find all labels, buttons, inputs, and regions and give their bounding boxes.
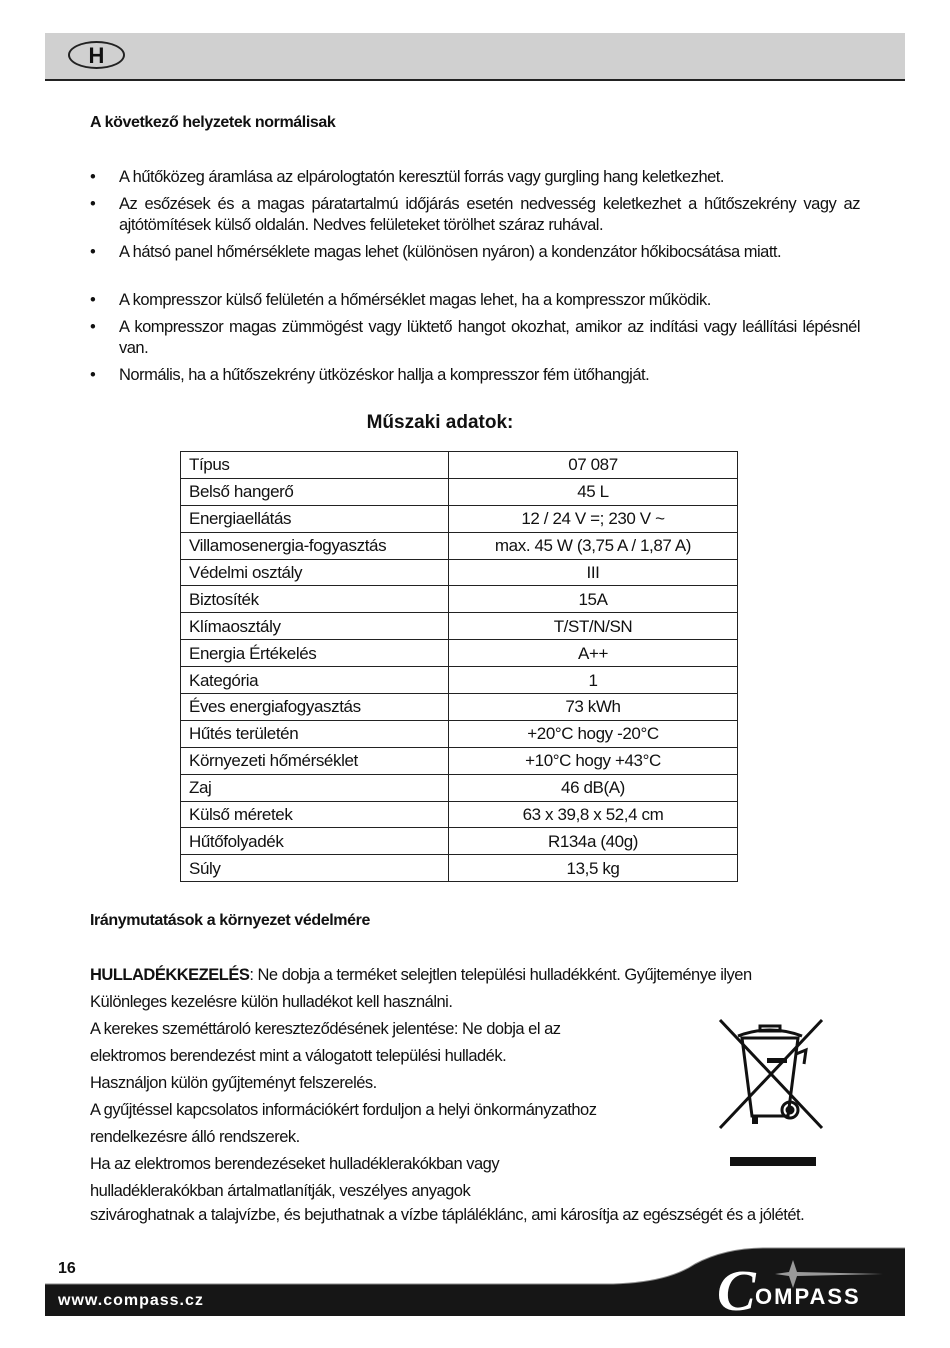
spec-row	[181, 855, 738, 882]
spec-label: Éves energiafogyasztás	[181, 694, 449, 721]
spec-value: 73 kWh	[449, 694, 738, 721]
bullet-icon: •	[90, 195, 96, 213]
disposal-line	[90, 1100, 596, 1120]
spec-value: 15A	[449, 586, 738, 613]
spec-row	[181, 774, 738, 801]
disposal-line-text: szivároghatnak a talajvízbe, és bejuthatnak a vízbe tápláléklánc, ami károsítja az egészségét és a jólétét.	[90, 1206, 805, 1224]
spec-value: 12 / 24 V =; 230 V ~	[449, 505, 738, 532]
spec-label: Villamosenergia-fogyasztás	[181, 532, 449, 559]
spec-label: Energia Értékelés	[181, 640, 449, 667]
bullet-text: A kompresszor külső felületén a hőmérséklet magas lehet, ha a kompresszor működik.	[119, 291, 711, 309]
spec-label: Belső hangerő	[181, 478, 449, 505]
disposal-line	[90, 1127, 300, 1147]
disposal-line-text: A gyűjtéssel kapcsolatos információkért forduljon a helyi önkormányzathoz	[90, 1101, 597, 1119]
spec-label: Hűtés területén	[181, 720, 449, 747]
bullet-item	[90, 194, 860, 236]
disposal-lead: HULLADÉKKEZELÉS	[90, 966, 250, 984]
language-badge: H	[68, 41, 125, 69]
bullet-item	[90, 290, 860, 311]
spec-row	[181, 613, 738, 640]
disposal-line-text: : Ne dobja a terméket selejtlen települési hulladékként. Gyűjteménye ilyen	[249, 966, 752, 984]
spec-label: Klímaosztály	[181, 613, 449, 640]
spec-row	[181, 828, 738, 855]
bullet-text: Az esőzések és a magas páratartalmú időjárás esetén nedvesség keletkezhet a hűtőszekrény vagy az ajtótömítések külső oldalán. Nedves felületeket törölhet száraz ruhával.	[119, 195, 860, 234]
spec-label: Környezeti hőmérséklet	[181, 747, 449, 774]
spec-label: Külső méretek	[181, 801, 449, 828]
spec-label: Védelmi osztály	[181, 559, 449, 586]
specs-table	[180, 451, 738, 882]
spec-row	[181, 586, 738, 613]
disposal-line-text: Használjon külön gyűjteményt felszerelés.	[90, 1074, 377, 1092]
spec-row	[181, 478, 738, 505]
spec-value: III	[449, 559, 738, 586]
disposal-line	[90, 1181, 470, 1201]
bullet-icon: •	[90, 318, 96, 336]
bullet-item	[90, 167, 860, 188]
bullet-item	[90, 317, 860, 359]
bullet-text: A hűtőközeg áramlása az elpárologtatón keresztül forrás vagy gurgling hang keletkezhet.	[119, 168, 724, 186]
bullet-item	[90, 242, 860, 263]
disposal-line-text: hulladéklerakókban ártalmatlanítják, veszélyes anyagok	[90, 1182, 471, 1200]
spec-value: 07 087	[449, 452, 738, 479]
weee-bin-icon	[716, 1016, 828, 1166]
disposal-line	[90, 1046, 506, 1066]
disposal-line-text: elektromos berendezést mint a válogatott települési hulladék.	[90, 1047, 507, 1065]
spec-value: 63 x 39,8 x 52,4 cm	[449, 801, 738, 828]
spec-value: 45 L	[449, 478, 738, 505]
spec-row	[181, 801, 738, 828]
spec-row	[181, 559, 738, 586]
spec-label: Energiaellátás	[181, 505, 449, 532]
website-url[interactable]: www.compass.cz	[58, 1292, 204, 1309]
spec-row	[181, 640, 738, 667]
bullet-icon: •	[90, 243, 96, 261]
disposal-line	[90, 1019, 561, 1039]
bullet-item	[90, 365, 860, 386]
bullet-icon: •	[90, 291, 96, 309]
spec-row	[181, 694, 738, 721]
page-header	[45, 33, 905, 81]
spec-label: Zaj	[181, 774, 449, 801]
disposal-line-text: rendelkezésre álló rendszerek.	[90, 1128, 300, 1146]
bullet-icon: •	[90, 366, 96, 384]
disposal-line	[90, 965, 752, 985]
bullet-text: A hátsó panel hőmérséklete magas lehet (különösen nyáron) a kondenzátor hőkibocsátása miatt.	[119, 243, 782, 261]
disposal-line-text: Ha az elektromos berendezéseket hulladéklerakókban vagy	[90, 1155, 500, 1173]
section-title-normal: A következő helyzetek normálisak	[90, 114, 336, 131]
spec-row	[181, 532, 738, 559]
spec-value: max. 45 W (3,75 A / 1,87 A)	[449, 532, 738, 559]
disposal-line-text: A kerekes szeméttároló kereszteződésének jelentése: Ne dobja el az	[90, 1020, 561, 1038]
bullet-text: Normális, ha a hűtőszekrény ütközéskor hallja a kompresszor fém ütőhangját.	[119, 366, 650, 384]
spec-label: Típus	[181, 452, 449, 479]
spec-row	[181, 505, 738, 532]
spec-label: Hűtőfolyadék	[181, 828, 449, 855]
spec-value: 46 dB(A)	[449, 774, 738, 801]
spec-row	[181, 747, 738, 774]
specs-title: Műszaki adatok:	[366, 412, 514, 433]
spec-label: Súly	[181, 855, 449, 882]
section-title-environment: Iránymutatások a környezet védelmére	[90, 912, 370, 929]
bullet-text: A kompresszor magas zümmögést vagy lüktető hangot okozhat, amikor az indítási vagy leállítási lépésnél van.	[119, 318, 860, 357]
spec-label: Biztosíték	[181, 586, 449, 613]
spec-value: +10°C hogy +43°C	[449, 747, 738, 774]
spec-row	[181, 452, 738, 479]
disposal-line	[90, 1154, 499, 1174]
disposal-line	[90, 1073, 377, 1093]
svg-text:OMPASS: OMPASS	[755, 1284, 861, 1309]
spec-value: T/ST/N/SN	[449, 613, 738, 640]
page-number: 16	[58, 1260, 76, 1277]
disposal-line	[90, 992, 452, 1012]
spec-value: +20°C hogy -20°C	[449, 720, 738, 747]
spec-value: R134a (40g)	[449, 828, 738, 855]
disposal-line	[90, 1205, 865, 1225]
spec-value: 1	[449, 667, 738, 694]
spec-value: 13,5 kg	[449, 855, 738, 882]
svg-text:C: C	[717, 1258, 756, 1316]
spec-row	[181, 667, 738, 694]
spec-value: A++	[449, 640, 738, 667]
disposal-line-text: Különleges kezelésre külön hulladékot kell használni.	[90, 993, 453, 1011]
spec-row	[181, 720, 738, 747]
spec-label: Kategória	[181, 667, 449, 694]
bullet-icon: •	[90, 168, 96, 186]
